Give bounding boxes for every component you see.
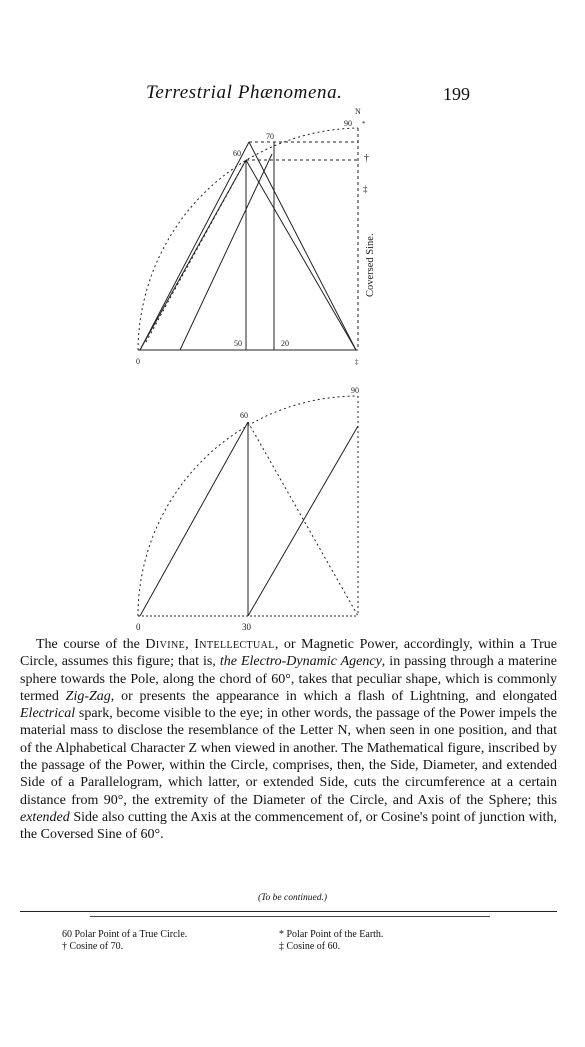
bottom-label-zero: 0: [136, 622, 141, 632]
top-label-asterisk: *: [362, 120, 366, 128]
text-span: , in passing through a materine sphere towards the Pole, along the chord of 60°, takes that peculiar shape, which is commonly termed: [20, 654, 557, 704]
term-intellectual: Intellectual: [194, 637, 275, 652]
text-span: spark, become visible to the eye; in other words, the passage of the Power impels the material mass to disclose the resemblance of the Letter N, when seen in one position, and that of the Alphabetical Character Z when viewed in another. The Mathematical figure, inscribed by the passage of the Power, within the Circle, comprises, then, the Side, Diameter, and extended Side of a Parallelogram, which latter, or extended Side, cuts the circumference at a certain distance from 90°, the extremity of the Diameter of the Circle, and Axis of the Sphere; this: [20, 706, 557, 808]
top-label-dagger: †: [364, 153, 369, 164]
to-be-continued: (To be continued.): [257, 893, 328, 903]
text-span: The course of the: [36, 637, 146, 652]
top-label-60: 60: [233, 149, 241, 158]
top-label-zero: 0: [136, 357, 140, 366]
footnote-4: ‡ Cosine of 60.: [279, 941, 341, 952]
term-electrical: Electrical: [20, 706, 76, 722]
top-label-70: 70: [266, 132, 274, 141]
term-electro-dynamic: the Electro-Dynamic Agency: [219, 654, 382, 670]
body-paragraph: [20, 636, 557, 844]
text-span: Side also cutting the Axis at the commencement of, or Cosine's point of junction with, the Coversed Sine of 60°.: [20, 809, 557, 843]
top-label-20: 20: [281, 339, 289, 348]
top-label-50: 50: [234, 339, 242, 348]
bottom-label-90: 90: [351, 386, 359, 395]
footnote-3: * Polar Point of the Earth.: [279, 929, 384, 940]
term-zig-zag: Zig-Zag: [65, 688, 111, 704]
top-label-right-base: ‡: [355, 358, 359, 366]
top-label-90: 90: [344, 119, 352, 128]
bottom-label-30: 30: [242, 622, 251, 632]
term-divine: Divine: [145, 637, 186, 652]
top-label-ddagger: ‡: [363, 184, 368, 194]
divider-rule: [20, 911, 557, 912]
term-extended: extended: [20, 809, 70, 825]
footnote-1: 60 Polar Point of a True Circle.: [62, 929, 188, 940]
top-label-n: N: [355, 107, 361, 116]
footnote-rule: [90, 916, 490, 917]
text-span: , or Magnetic Power, accordingly, within a True Circle, assumes this figure; that is,: [20, 637, 558, 670]
footnote-2: † Cosine of 70.: [62, 941, 124, 952]
text-span: ,: [185, 637, 195, 652]
running-header-title: Terrestrial Phænomena.: [146, 82, 343, 103]
text-span: , or presents the appearance in which a flash of Lightning, and elongated: [110, 688, 557, 704]
page-number: 199: [443, 84, 470, 104]
bottom-label-60: 60: [240, 411, 248, 420]
bottom-side-left: [140, 422, 248, 616]
top-label-coversed-sine: Coversed Sine.: [365, 233, 376, 297]
paragraph-1: [20, 636, 557, 844]
